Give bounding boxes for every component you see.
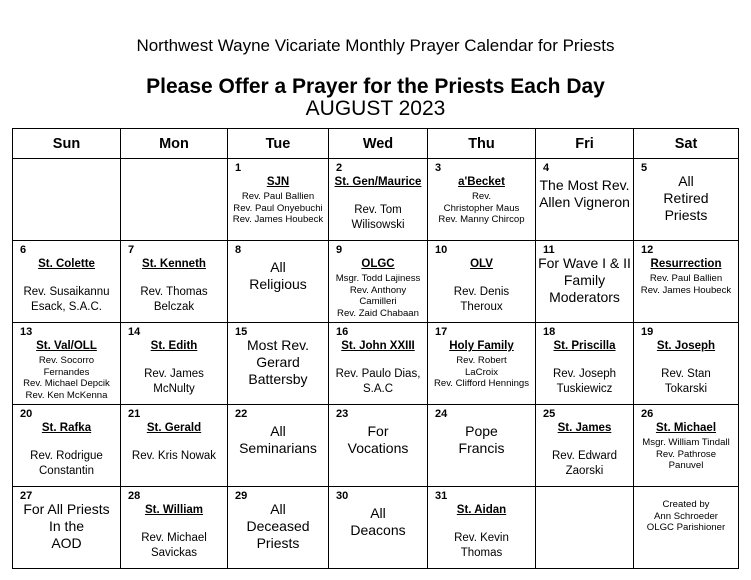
weekday-sat: Sat [634, 129, 739, 159]
day-number: 4 [543, 162, 550, 174]
cell-text-line: Rev. Rodrigue [30, 450, 103, 462]
cell-text-line: Francis [458, 440, 505, 456]
day-cell [121, 487, 228, 569]
calendar-month: AUGUST 2023 [305, 97, 446, 120]
cell-text-line: Rev. Kris Nowak [131, 450, 217, 462]
day-content [121, 176, 227, 238]
parish-name: St. Gen/Maurice [334, 176, 422, 188]
day-cell [228, 323, 329, 405]
day-cell [13, 405, 121, 487]
cell-text-line: Allen Vigneron [539, 194, 630, 210]
day-cell [428, 405, 536, 487]
cell-text-line: Msgr. William Tindall [642, 437, 730, 448]
parish-name: Holy Family [449, 340, 514, 352]
parish-name: St. Colette [38, 258, 95, 270]
day-number: 28 [128, 490, 141, 502]
cell-text-line: Ann Schroeder [654, 510, 718, 522]
cell-text-line: Tuskiewicz [556, 383, 613, 395]
cell-text-line: In the [48, 518, 85, 534]
day-content [329, 423, 427, 484]
day-number: 31 [435, 490, 448, 502]
day-cell [536, 405, 634, 487]
parish-name: OLV [470, 258, 493, 270]
day-content [329, 176, 427, 238]
day-cell [121, 159, 228, 241]
cell-text-line: Rev. Paul Ballien [649, 273, 723, 284]
day-number: 27 [20, 490, 33, 502]
day-number: 14 [128, 326, 141, 338]
weekday-header-row [13, 129, 739, 159]
cell-text-line: Zaorski [565, 465, 604, 477]
parish-name: a'Becket [458, 176, 505, 188]
calendar-title: Please Offer a Prayer for the Priests Each Day [146, 75, 605, 98]
cell-text-line: AOD [51, 535, 82, 551]
day-content [329, 505, 427, 566]
weekday-tue: Tue [228, 129, 329, 159]
day-cell [634, 241, 739, 323]
cell-text-line: Rev. James Houbeck [640, 284, 732, 296]
cell-text-line: All [370, 505, 386, 521]
cell-text-line: Rev. Manny Chircop [438, 214, 525, 226]
day-content [634, 258, 738, 320]
day-content [634, 173, 738, 238]
day-number: 7 [128, 244, 135, 256]
day-number: 30 [336, 490, 349, 502]
cell-text-line: Battersby [248, 371, 308, 387]
cell-text-line: Seminarians [239, 440, 317, 456]
parish-name: St. Val/OLL [36, 340, 97, 352]
cell-text-line: Rev. Thomas [140, 286, 208, 298]
cell-text-line: Rev. Robert [456, 355, 507, 366]
day-cell [329, 487, 428, 569]
day-number: 11 [543, 244, 555, 256]
day-content [13, 501, 120, 566]
cell-text-line: Christopher Maus [443, 202, 520, 214]
day-number: 24 [435, 408, 448, 420]
day-content [536, 422, 633, 484]
parish-name: St. William [144, 504, 204, 516]
cell-text-line: Panuvel [668, 460, 704, 472]
cell-text-line: Rev. Pathrose [655, 448, 717, 460]
cell-text-line: Msgr. Todd Lajiness [335, 273, 421, 284]
cell-text-line: For [367, 423, 389, 439]
cell-text-line: Deacons [350, 522, 406, 538]
day-content [228, 501, 328, 566]
day-cell [329, 323, 428, 405]
cell-text-line: Fernandes [43, 366, 90, 378]
cell-text-line: All [678, 173, 694, 189]
cell-text-line: Rev. Joseph [552, 368, 617, 380]
day-number: 21 [128, 408, 141, 420]
day-number: 6 [20, 244, 27, 256]
cell-text-line: Vocations [347, 440, 409, 456]
cell-text-line: Rev. Clifford Hennings [433, 378, 530, 390]
day-number: 2 [336, 162, 343, 174]
day-cell [329, 405, 428, 487]
day-number: 12 [641, 244, 654, 256]
day-content [428, 340, 535, 402]
day-number: 20 [20, 408, 33, 420]
weekday-fri: Fri [536, 129, 634, 159]
parish-name: St. Joseph [656, 340, 716, 352]
day-content [121, 340, 227, 402]
parish-name: St. John XXIII [341, 340, 415, 352]
cell-text-line: McNulty [153, 383, 195, 395]
cell-text-line: S.A.C [362, 383, 394, 395]
day-number: 26 [641, 408, 654, 420]
cell-text-line: Religious [249, 276, 307, 292]
cell-text-line: All [270, 259, 286, 275]
calendar-body [13, 159, 739, 569]
cell-text-line: Rev. Stan [661, 368, 711, 380]
day-cell [228, 159, 329, 241]
day-cell [536, 159, 634, 241]
day-number: 13 [20, 326, 33, 338]
day-content [13, 258, 120, 320]
day-cell [428, 241, 536, 323]
day-number: 5 [641, 162, 648, 174]
day-number: 10 [435, 244, 448, 256]
day-cell [13, 323, 121, 405]
cell-text-line: Priests [256, 535, 300, 551]
day-content [13, 176, 120, 238]
cell-text-line: Rev. Paul Onyebuchi [233, 202, 323, 214]
day-number: 16 [336, 326, 349, 338]
cell-text-line: Wilisowski [351, 219, 405, 231]
cell-text-line: Rev. Edward [552, 450, 617, 462]
cell-text-line: Most Rev. [247, 337, 309, 353]
cell-text-line: Moderators [549, 289, 620, 305]
cell-text-line: Esack, S.A.C. [31, 301, 102, 313]
day-number: 19 [641, 326, 654, 338]
parish-name: SJN [266, 176, 290, 188]
day-cell [121, 241, 228, 323]
day-number: 17 [435, 326, 448, 338]
day-content [536, 504, 633, 566]
day-cell [121, 323, 228, 405]
day-cell [428, 323, 536, 405]
cell-text-line: Camilleri [359, 296, 397, 308]
cell-text-line: The Most Rev. [539, 177, 630, 193]
parish-name: Resurrection [650, 258, 722, 270]
cell-text-line: All [270, 423, 286, 439]
week-row [13, 159, 739, 241]
day-cell [13, 487, 121, 569]
day-cell [536, 241, 634, 323]
day-number: 1 [235, 162, 242, 174]
day-cell [228, 405, 329, 487]
weekday-wed: Wed [329, 129, 428, 159]
day-cell [536, 323, 634, 405]
weekday-sun: Sun [13, 129, 121, 159]
day-content [536, 340, 633, 402]
day-content [428, 504, 535, 566]
cell-text-line: Rev. James Houbeck [232, 214, 324, 226]
day-content [228, 337, 328, 402]
day-cell [536, 487, 634, 569]
parish-name: St. Kenneth [142, 258, 206, 270]
cell-text-line: LaCroix [464, 366, 499, 378]
day-cell [329, 159, 428, 241]
day-content [121, 422, 227, 484]
cell-text-line: Rev. Socorro [38, 355, 95, 366]
cell-text-line: Rev. James [144, 368, 204, 380]
cell-text-line: Savickas [150, 547, 198, 559]
cell-text-line: Thomas [460, 547, 503, 559]
weekday-mon: Mon [121, 129, 228, 159]
calendar-subtitle: Northwest Wayne Vicariate Monthly Prayer Calendar for Priests [136, 36, 615, 55]
cell-text-line: Rev. Tom [354, 204, 402, 216]
day-number: 9 [336, 244, 343, 256]
day-content [536, 255, 633, 320]
cell-text-line: Retired [663, 190, 709, 206]
day-number: 23 [336, 408, 349, 420]
parish-name: St. Aidan [456, 504, 507, 516]
parish-name: St. Priscilla [553, 340, 616, 352]
cell-text-line: Rev. Susaikannu [23, 286, 110, 298]
cell-text-line: Rev. Paul Ballien [241, 191, 315, 202]
day-number: 29 [235, 490, 248, 502]
day-cell [634, 159, 739, 241]
day-content [428, 423, 535, 484]
day-cell [634, 405, 739, 487]
cell-text-line: Theroux [460, 301, 503, 313]
day-content [329, 340, 427, 402]
day-cell [228, 241, 329, 323]
day-number: 18 [543, 326, 556, 338]
day-content [228, 176, 328, 238]
day-number: 22 [235, 408, 248, 420]
cell-text-line: Gerard [256, 354, 300, 370]
day-cell [428, 159, 536, 241]
day-content [121, 504, 227, 566]
day-cell [329, 241, 428, 323]
cell-text-line: Rev. Michael [141, 532, 207, 544]
day-cell [228, 487, 329, 569]
day-content [428, 258, 535, 320]
cell-text-line: Deceased [246, 518, 310, 534]
weekday-thu: Thu [428, 129, 536, 159]
day-content [228, 423, 328, 484]
day-content [536, 177, 633, 238]
cell-text-line: Tokarski [664, 383, 708, 395]
cell-text-line: Rev. Ken McKenna [25, 389, 108, 401]
parish-name: St. Rafka [41, 422, 92, 434]
cell-text-line: Rev. Michael Depcik [23, 378, 110, 390]
cell-text-line: Rev. Zaid Chabaan [337, 307, 419, 319]
day-number: 8 [235, 244, 242, 256]
day-content [121, 258, 227, 320]
day-content [428, 176, 535, 238]
parish-name: St. Gerald [146, 422, 202, 434]
day-number: 15 [235, 326, 248, 338]
day-content [329, 258, 427, 320]
day-cell [13, 241, 121, 323]
cell-text-line: Priests [664, 207, 708, 223]
cell-text-line: Constantin [39, 465, 94, 477]
parish-name: St. Michael [655, 422, 717, 434]
day-content [13, 340, 120, 402]
week-row [13, 487, 739, 569]
day-cell [13, 159, 121, 241]
cell-text-line: For All Priests [23, 501, 110, 517]
day-content [228, 259, 328, 320]
day-content [634, 499, 738, 566]
week-row [13, 241, 739, 323]
cell-text-line: All [270, 501, 286, 517]
cell-text-line: Rev. [471, 191, 491, 202]
cell-text-line: For Wave I & II [538, 255, 631, 271]
parish-name: St. Edith [150, 340, 198, 352]
cell-text-line: Rev. Paulo Dias, [335, 368, 421, 380]
day-cell [634, 487, 739, 569]
cell-text-line: Rev. Anthony [349, 284, 407, 296]
cell-text-line: Rev. Denis [453, 286, 510, 298]
cell-text-line: OLGC Parishioner [646, 522, 726, 534]
cell-text-line: Belczak [153, 301, 195, 313]
day-content [634, 340, 738, 402]
week-row [13, 323, 739, 405]
week-row [13, 405, 739, 487]
day-cell [121, 405, 228, 487]
cell-text-line: Rev. Kevin [454, 532, 509, 544]
day-content [634, 422, 738, 484]
cell-text-line: Pope [465, 423, 498, 439]
parish-name: OLGC [361, 258, 395, 270]
calendar-grid [12, 128, 739, 569]
parish-name: St. James [557, 422, 612, 434]
day-content [13, 422, 120, 484]
cell-text-line: Family [563, 272, 606, 288]
day-number: 3 [435, 162, 442, 174]
day-cell [428, 487, 536, 569]
day-number: 25 [543, 408, 556, 420]
day-cell [634, 323, 739, 405]
cell-text-line: Created by [662, 499, 710, 510]
